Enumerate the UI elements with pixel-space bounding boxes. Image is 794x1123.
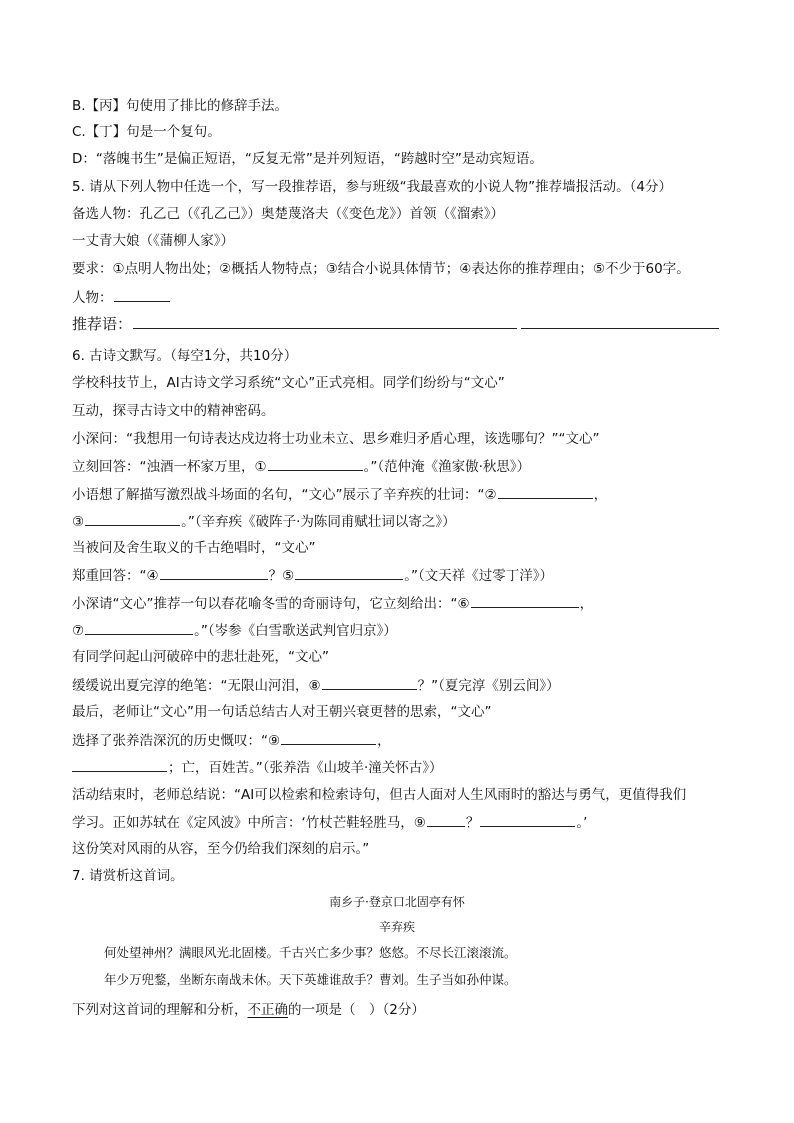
option-d: D：“落魄书生”是偏正短语，“反复无常”是并列短语，“跨越时空”是动宾短语。 <box>72 151 543 167</box>
blank-4[interactable] <box>160 565 268 580</box>
blank-2[interactable] <box>498 484 593 499</box>
text: 。”（岑参《白雪歌送武判官归京》） <box>194 623 397 639</box>
q6-line: 活动结束时，老师总结说：“AI可以检索和检索诗句，但古人面对人生风雨时的豁达与勇气，更值得我们 <box>72 787 687 803</box>
text: 的一项是（ ）（2分） <box>288 1002 425 1018</box>
blank-1[interactable] <box>268 456 363 471</box>
option-b: B.【丙】句使用了排比的修辞手法。 <box>72 98 289 114</box>
text: 。”（文天祥《过零丁洋》） <box>404 568 553 584</box>
text: ；亡，百姓苦。”（张养浩《山坡羊·潼关怀古》） <box>168 760 443 776</box>
blank-6[interactable] <box>471 593 579 608</box>
q5-candidates-1: 备选人物：孔乙己（《孔乙己》）奥楚蔑洛夫（《变色龙》）首领（《溜索》） <box>72 206 504 222</box>
q6-line: 当被问及舍生取义的千古绝唱时，“文心” <box>72 540 316 556</box>
text: ， <box>377 733 391 749</box>
q6-line <box>72 511 724 532</box>
q6-line <box>72 565 724 586</box>
q6-line <box>72 593 724 614</box>
text: 缓缓说出夏完淳的绝笔：“无限山河泪，⑧ <box>72 678 321 694</box>
option-c: C.【丁】句是一个复句。 <box>72 124 221 140</box>
person-blank[interactable] <box>114 287 170 302</box>
q5-recommend-row <box>72 314 724 335</box>
q6-line: 互动，探寻古诗文中的精神密码。 <box>72 403 275 419</box>
person-label: 人物： <box>72 290 113 306</box>
blank-8[interactable] <box>322 675 417 690</box>
q6-line: 学校科技节上，AI古诗文学习系统“文心”正式亮相。同学们纷纷与“文心” <box>72 375 505 391</box>
text: 选择了张养浩深沉的历史慨叹：“⑨ <box>72 733 281 749</box>
text: ③ <box>72 514 85 530</box>
text: ？ <box>465 815 480 831</box>
q6-line <box>72 812 724 833</box>
q6-line: 有同学问起山河破碎中的悲壮赴死，“文心” <box>72 649 329 665</box>
text: 。’ <box>576 815 588 831</box>
q5-prompt: 5. 请从下列人物中任选一个，写一段推荐语，参与班级“我最喜欢的小说人物”推荐墙报活动。（4分） <box>72 179 672 195</box>
q6-line: 这份笑对风雨的从容，至今仍给我们深刻的启示。” <box>72 841 370 857</box>
text: 下列对这首词的理解和分析， <box>72 1002 248 1018</box>
q6-line <box>72 757 724 778</box>
poem-author: 辛弃疾 <box>378 920 415 934</box>
recommend-blank-1[interactable] <box>133 314 517 329</box>
q6-title: 6. 古诗文默写。（每空1分，共10分） <box>72 348 298 364</box>
text: 郑重回答：“④ <box>72 568 159 584</box>
text: ？”（夏完淳《别云间》） <box>417 678 560 694</box>
poem-title: 南乡子·登京口北固亭有怀 <box>329 895 465 909</box>
recommend-label: 推荐语： <box>72 315 133 333</box>
text: 小语想了解描写激烈战斗场面的名句，“文心”展示了辛弃疾的壮词：“② <box>72 487 497 503</box>
text: 小深请“文心”推荐一句以春花喻冬雪的奇丽诗句，它立刻给出：“⑥ <box>72 596 470 612</box>
poem-line-1: 何处望神州？满眼风光北固楼。千古兴亡多少事？悠悠。不尽长江滚滚流。 <box>104 945 517 960</box>
text: ， <box>593 487 608 503</box>
q6-line <box>72 484 724 505</box>
text: ？⑤ <box>268 568 295 584</box>
emphasis-text: 不正确 <box>247 1002 288 1018</box>
blank-3[interactable] <box>85 511 180 526</box>
poem-line-2: 年少万兜鍪，坐断东南战未休。天下英雄谁敌手？曹刘。生子当如孙仲谋。 <box>104 972 517 987</box>
q6-line <box>72 456 724 477</box>
q7-question <box>72 1000 724 1020</box>
text: ， <box>579 596 594 612</box>
blank-9b[interactable] <box>72 757 167 772</box>
q5-candidates-2: 一丈青大娘（《蒲柳人家》） <box>72 233 234 249</box>
text: 。”（辛弃疾《破阵子·为陈同甫赋壮词以寄之》） <box>181 514 456 530</box>
q5-person-row <box>72 287 724 308</box>
blank-10a[interactable] <box>427 812 465 827</box>
q6-line <box>72 730 724 751</box>
q7-title: 7. 请赏析这首词。 <box>72 868 184 884</box>
blank-9a[interactable] <box>281 730 376 745</box>
q5-requirements: 要求：①点明人物出处；②概括人物特点；③结合小说具体情节；④表达你的推荐理由；⑤不少于60字。 <box>72 261 690 277</box>
q6-line <box>72 620 724 641</box>
recommend-blank-2[interactable] <box>521 314 719 329</box>
text: 学习。正如苏轼在《定风波》中所言：‘竹杖芒鞋轻胜马，⑨ <box>72 815 426 831</box>
text: 。”（范仲淹《渔家傲·秋思》） <box>363 459 531 475</box>
q6-line <box>72 675 724 696</box>
q6-line: 小深问：“我想用一句诗表达戍边将士功业未立、思乡难归矛盾心理，该选哪句？”“文心” <box>72 431 600 447</box>
q6-line: 最后，老师让“文心”用一句话总结古人对王朝兴衰更替的思索，“文心” <box>72 704 492 720</box>
blank-7[interactable] <box>85 620 193 635</box>
text: 立刻回答：“浊酒一杯家万里，① <box>72 459 267 475</box>
blank-10b[interactable] <box>480 812 575 827</box>
text: ⑦ <box>72 623 85 639</box>
blank-5[interactable] <box>295 565 403 580</box>
